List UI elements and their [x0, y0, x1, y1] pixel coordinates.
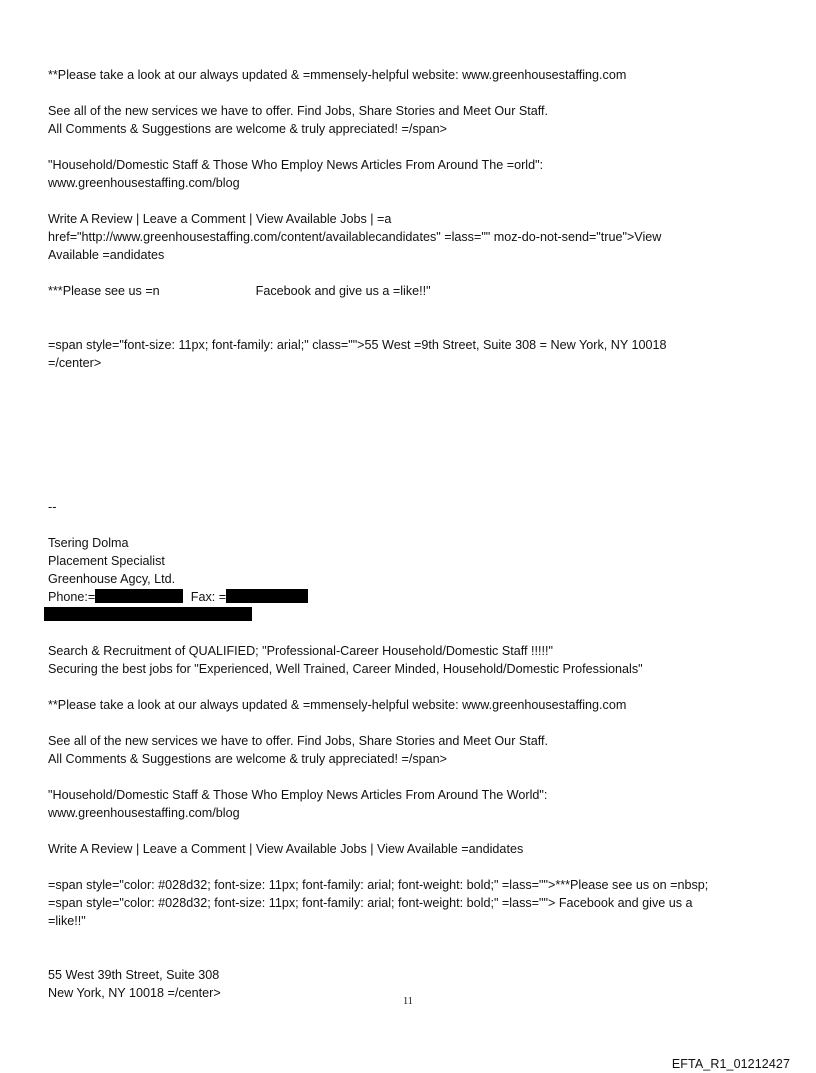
- document-id: EFTA_R1_01212427: [671, 1057, 790, 1071]
- bottom-recruitment-paragraph: [48, 642, 788, 678]
- links-line: href="http://www.greenhousestaffing.com/content/availablecandidates" =lass="" moz-do-not-send="true">View: [48, 230, 662, 244]
- fax-label: Fax: =: [190, 590, 227, 604]
- span-line: =span style="color: #028d32; font-size: 11px; font-family: arial; font-weight: bold;" =lass=""> Facebook and give us a: [48, 896, 693, 910]
- phone-label: Phone:=: [48, 590, 96, 604]
- top-services-paragraph: [48, 102, 788, 138]
- links-line: Write A Review | Leave a Comment | View Available Jobs | =a: [48, 212, 392, 226]
- top-news-paragraph: [48, 156, 788, 192]
- links-line: Available =andidates: [48, 248, 165, 262]
- blank-gap: [48, 318, 788, 336]
- search-line: Search & Recruitment of QUALIFIED; "Professional-Career Household/Domestic Staff !!!!!": [48, 644, 553, 658]
- signature-block: [48, 534, 788, 624]
- services-line: See all of the new services we have to offer. Find Jobs, Share Stories and Meet Our Staff.: [48, 734, 549, 748]
- top-website-paragraph: [48, 66, 788, 84]
- top-facebook-paragraph: [48, 282, 788, 300]
- news-line: "Household/Domestic Staff & Those Who Employ News Articles From Around The World":: [48, 788, 548, 802]
- signature-separator: [48, 498, 788, 516]
- blank-gap: [48, 390, 788, 498]
- redaction-box: [226, 589, 308, 603]
- top-address-paragraph: [48, 336, 788, 372]
- facebook-line-part: Facebook and give us a =like!!": [255, 284, 431, 298]
- facebook-line: [48, 282, 788, 300]
- signature-email-line: [48, 606, 788, 624]
- span-line: =like!!": [48, 914, 86, 928]
- links-line: Write A Review | Leave a Comment | View Available Jobs | View Available =andidates: [48, 842, 524, 856]
- redaction-box: [44, 607, 252, 621]
- signature-name: Tsering Dolma: [48, 536, 129, 550]
- securing-line: Securing the best jobs for "Experienced, Well Trained, Career Minded, Household/Domestic Professionals": [48, 662, 643, 676]
- facebook-line-part: ***Please see us =n: [48, 284, 160, 298]
- address-line: 55 West 39th Street, Suite 308: [48, 968, 220, 982]
- signature-contact-line: [48, 588, 788, 606]
- bottom-links-paragraph: [48, 840, 788, 858]
- email-body: [48, 66, 788, 1020]
- services-line: See all of the new services we have to offer. Find Jobs, Share Stories and Meet Our Staff.: [48, 104, 549, 118]
- separator-line: --: [48, 500, 57, 514]
- news-line: "Household/Domestic Staff & Those Who Employ News Articles From Around The =orld":: [48, 158, 544, 172]
- comments-line: All Comments & Suggestions are welcome & truly appreciated! =/span>: [48, 752, 448, 766]
- span-line: =span style="color: #028d32; font-size: 11px; font-family: arial; font-weight: bold;" =lass="">***Please see us on =nbsp;: [48, 878, 709, 892]
- comments-line: All Comments & Suggestions are welcome & truly appreciated! =/span>: [48, 122, 448, 136]
- website-line: **Please take a look at our always updated & =mmensely-helpful website: www.greenhousestaffing.com: [48, 68, 627, 82]
- signature-title: Placement Specialist: [48, 554, 165, 568]
- top-links-paragraph: [48, 210, 788, 264]
- signature-company: Greenhouse Agcy, Ltd.: [48, 572, 176, 586]
- website-line: **Please take a look at our always updated & =mmensely-helpful website: www.greenhousestaffing.com: [48, 698, 627, 712]
- bottom-span-paragraph: [48, 876, 788, 930]
- blank-gap: [48, 948, 788, 966]
- blog-line: www.greenhousestaffing.com/blog: [48, 176, 240, 190]
- address-line: New York, NY 10018 =/center>: [48, 986, 221, 1000]
- page-number: 11: [403, 996, 413, 1007]
- blog-line: www.greenhousestaffing.com/blog: [48, 806, 240, 820]
- address-line: =span style="font-size: 11px; font-family: arial;" class="">55 West =9th Street, Suite 308 = New York, NY 10018: [48, 338, 667, 352]
- bottom-website-paragraph: [48, 696, 788, 714]
- address-line: =/center>: [48, 356, 102, 370]
- bottom-news-paragraph: [48, 786, 788, 822]
- bottom-services-paragraph: [48, 732, 788, 768]
- redaction-box: [95, 589, 183, 603]
